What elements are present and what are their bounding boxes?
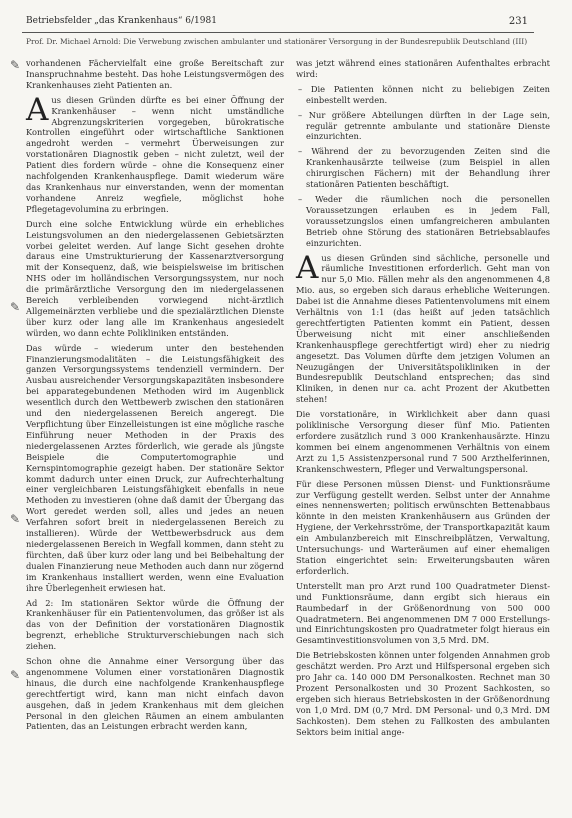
left-column — [26, 58, 284, 736]
paragraph: Durch eine solche Entwicklung würde ein erhebliches Leistungsvolumen an den niedergelassenen Gebietsärzten vorbei geleitet werden. Auf lange Sicht gesehen drohte daraus eine Umstrukturierung der Kassenarztversorgung mit der Konsequenz, daß, wie beispielsweise im britischen NHS oder im holländischen Versorgungssystem, nur noch die primärärztliche Versorgung den im niedergelassenen Bereich verbleibenden vorwiegend nicht-ärztlich Allgemeinärzten verbliebe und die spezialärztlichen Dienste über kurz oder lang alle im Krankenhaus angesiedelt würden, wo dann echte Polikliniken entständen. — [26, 218, 284, 338]
right-column — [296, 58, 550, 741]
dropcap-letter: A — [296, 249, 319, 286]
bullet-item: – Während der zu bevorzugenden Zeiten sind die Krankenhausärzte teilweise (zum Beispiel in allen chirurgischen Fächern) mit der Behandlung ihrer stationären Patienten beschäftigt. — [298, 146, 550, 190]
margin-mark-icon: ✎ — [10, 300, 21, 314]
paragraph-text: us diesen Gründen dürfte es bei einer Öffnung der Krankenhäuser – wenn nicht umständliche Abgrenzungskriterien vorgegeben, bürokratische Kontrollen eingeführt oder wirtschaftliche Sanktionen angedroht werden – vermehrt Überweisungen zur vorstationären Diagnostik geben – nicht zuletzt, weil der Patient dies fordern würde – ohne die Konsequenz einer nachfolgenden Krankenhauspflege. Damit wiederum wäre das Krankenhaus nur einverstanden, wenn der momentan vorhandene Anreiz wegfiele, möglichst hohe Pflegetagevolumina zu erbringen. — [26, 94, 284, 214]
paragraph: Ad 2: Im stationären Sektor würde die Öffnung der Krankenhäuser für ein Patientenvolumen, das größer ist als das von der Definition der vorstationären Diagnostik begrenzt, erhebliche Strukturverschiebungen nach sich ziehen. — [26, 597, 284, 652]
bullet-item: – Weder die räumlichen noch die personellen Voraussetzungen erlauben es in jedem Fall, voraussetzungslos einen umfangreicheren ambulanten Betrieb ohne Störung des stationären Betriebsablaufes einzurichten. — [298, 193, 550, 248]
margin-mark-icon: ✎ — [10, 512, 21, 526]
header-rule — [22, 32, 534, 33]
article-subtitle: Prof. Dr. Michael Arnold: Die Verwebung zwischen ambulanter und stationärer Versorgung in der Bundesrepublik Deutschland (III) — [26, 37, 528, 46]
bullet-item: – Die Patienten können nicht zu beliebigen Zeiten einbestellt werden. — [298, 83, 550, 105]
paragraph: Unterstellt man pro Arzt rund 100 Quadratmeter Dienst- und Funktionsräume, dann ergibt sich hieraus ein Raumbedarf in der Größenordnung von 500 000 Quadratmetern. Bei angenommenen DM 7 000 Erstellungs- und Einrichtungskosten pro Quadratmeter folgt hieraus ein Gesamtinvestitionsvolumen von 3,5 Mrd. DM. — [296, 580, 550, 646]
bullet-item: – Nur größere Abteilungen dürften in der Lage sein, regulär getrennte ambulante und stationäre Dienste einzurichten. — [298, 109, 550, 142]
journal-header: Betriebsfelder „das Krankenhaus“ 6/1981 — [26, 16, 217, 26]
page-number: 231 — [508, 16, 528, 27]
paragraph-text: us diesen Gründen sind sächliche, personelle und räumliche Investitionen erforderlich. Geht man von nur 5,0 Mio. Fällen mehr als den angenommenen 4,8 Mio. aus, so ergeben sich daraus erhebliche Weiterungen. Dabei ist die Annahme dieses Patientenvolumens mit einem Verhältnis von 1:1 (das heißt auf jeden tatsächlich gerechtfertigten Patienten kommt ein Patient, dessen Überweisung nicht mit einer anschließenden Krankenhauspflege gerechtfertigt wird) eher zu niedrig angesetzt. Das Volumen dürfte dem jetzigen Volumen an Neuzugängen der Universitätspolikliniken in der Bundesrepublik Deutschland entsprechen; das sind Kliniken, in denen nur ca. acht Prozent der Akutbetten stehen! — [296, 252, 550, 405]
dropcap-letter: A — [26, 91, 49, 128]
paragraph-dropcap — [26, 91, 284, 215]
paragraph: Für diese Personen müssen Dienst- und Funktionsräume zur Verfügung gestellt werden. Selbst unter der Annahme eines nennenswerten; politisch erwünschten Bettenabbaus könnte in den meisten Krankenhäusern aus Gründen der Hygiene, der Verkehrsströme, der Transportkapazität kaum ein Ambulanzbereich mit Einschreibplätzen, Verwaltung, Untersuchungs- und Warteräumen auf einer ehemaligen Station eingerichtet sein: Erweiterungsbauten wären erforderlich. — [296, 478, 550, 576]
paragraph-dropcap — [296, 249, 550, 406]
paragraph: was jetzt während eines stationären Aufenthaltes erbracht wird: — [296, 58, 550, 79]
paragraph: vorhandenen Fächervielfalt eine große Bereitschaft zur Inanspruchnahme besteht. Das hohe Leistungsvermögen des Krankenhauses zieht Patienten an. — [26, 58, 284, 90]
paragraph: Die vorstationäre, in Wirklichkeit aber dann quasi poliklinische Versorgung dieser fünf Mio. Patienten erfordere zusätzlich rund 3 000 Krankenhausärzte. Hinzu kommen bei einem angenommenen Verhältnis von einem Arzt zu 1,5 Assistenzpersonal rund 7 500 Arzthelferinnen, Krankenschwestern, Pfleger und Verwaltungspersonal. — [296, 409, 550, 474]
paragraph: Die Betriebskosten können unter folgenden Annahmen grob geschätzt werden. Pro Arzt und Hilfspersonal ergeben sich pro Jahr ca. 140 000 DM Personalkosten. Rechnet man 30 Prozent Personalkosten und 30 Prozent Sachkosten, so ergeben sich hieraus Betriebskosten in der Größenordnung von 1,0 Mrd. DM (0,7 Mrd. DM Personal- und 0,3 Mrd. DM Sachkosten). Dem stehen zu Fallkosten des ambulanten Sektors beim initial ange- — [296, 650, 550, 737]
margin-mark-icon: ✎ — [10, 58, 21, 72]
margin-mark-icon: ✎ — [10, 668, 21, 682]
paragraph: Das würde – wiederum unter den bestehenden Finanzierungsmodalitäten – die Leistungsfähigkeit des ganzen Versorgungssystems tendenziell vermindern. Der Ausbau ausreichender Versorgungskapazitäten insbesondere bei apparategebundenen Methoden wird im Augenblick wesentlich durch den Wettbewerb zwischen den stationären und den niedergelassenen Bereich angeregt. Die Verpflichtung über Einzelleistungen ist eine mögliche rasche Einführung neuer Methoden in der Praxis des niedergelassenen Arztes förderlich, wie gerade als jüngste Beispiele die Computertomographie und Kernspintomographie gezeigt haben. Der stationäre Sektor kommt dadurch unter einen Druck, zur Aufrechterhaltung einer vergleichbaren Leistungsfähigkeit ebenfalls in neue Methoden zu investieren (ohne daß damit der Übergang das Wort geredet werden soll, alles und jedes an neuen Verfahren sofort breit in niedergelassenen Bereich zu installieren). Würde der Wettbewerbsdruck aus dem niedergelassenen Bereich in Wegfall kommen, dann steht zu fürchten, daß über kurz oder lang und bei Beibehaltung der dualen Finanzierung neue Methoden auch dann nur zögernd im Krankenhaus installiert werden, wenn eine Evaluation ihre Überlegenheit erwiesen hat. — [26, 342, 284, 593]
paragraph: Schon ohne die Annahme einer Versorgung über das angenommene Volumen einer vorstationären Diagnostik hinaus, die durch eine nachfolgende Krankenhauspflege gerechtfertigt wird, kann man nicht einfach davon ausgehen, daß in jedem Krankenhaus mit dem gleichen Personal in den gleichen Räumen an einem ambulanten Patienten, das an Leistungen erbracht werden kann, — [26, 656, 284, 732]
